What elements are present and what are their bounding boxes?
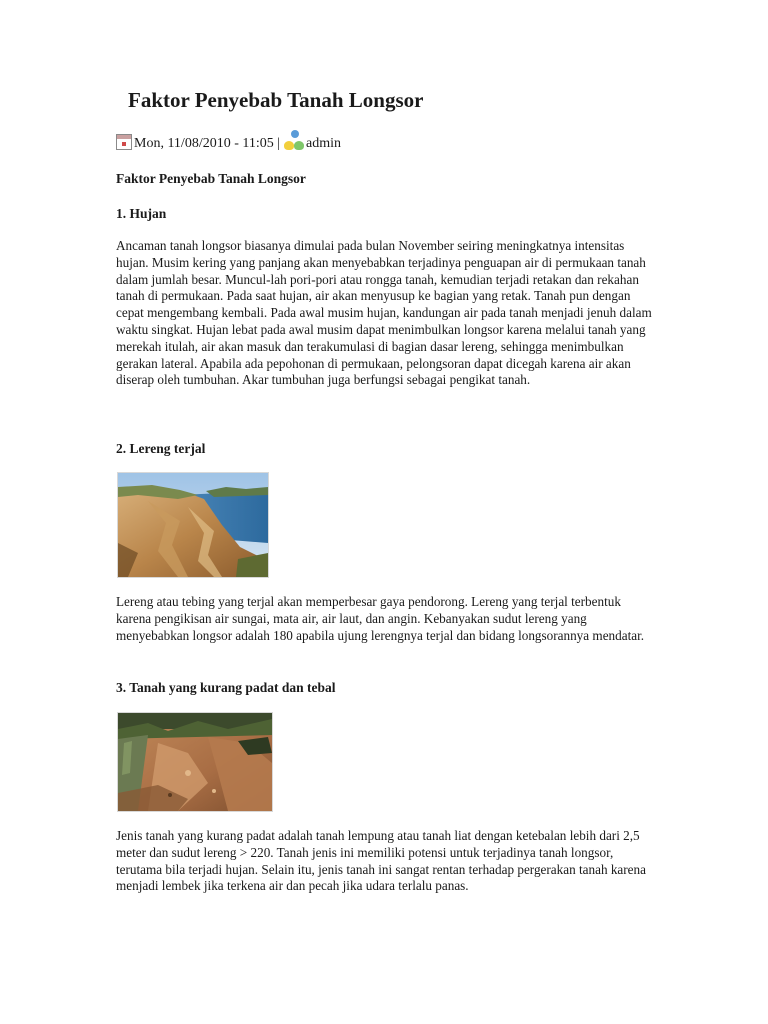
article-meta xyxy=(116,130,341,152)
section-3-heading: 3. Tanah yang kurang padat dan tebal xyxy=(116,680,336,695)
article-title: Faktor Penyebab Tanah Longsor xyxy=(128,88,424,112)
user-icon xyxy=(284,130,306,152)
section-2-paragraph: Lereng atau tebing yang terjal akan memperbesar gaya pendorong. Lereng yang terjal terbentuk karena pengikisan air sungai, mata air, air laut, dan angin. Kebanyakan sudut lereng yang menyebabkan longsor adalah 180 apabila ujung lerengnya terjal dan bidang longsorannya mendatar. xyxy=(116,594,645,643)
section-2-heading: 2. Lereng terjal xyxy=(116,441,206,456)
post-date: Mon, 11/08/2010 - 11:05 | xyxy=(134,136,281,151)
section-1-paragraph: Ancaman tanah longsor biasanya dimulai pada bulan November seiring meningkatnya intensitas hujan. Musim kering yang panjang akan menyebabkan terjadinya penguapan air di permukaan tanah dalam jumlah besar. Muncul-lah pori-pori atau rongga tanah, kemudian terjadi retakan dan rekahan tanah di permukaan. Pada saat hujan, air akan menyusup ke bagian yang retak. Tanah pun dengan cepat mengembang kembali. Pada awal musim hujan, kandungan air pada tanah menjadi jenuh dalam waktu singkat. Hujan lebat pada awal musim dapat menimbulkan longsor karena melalui tanah yang merekah itulah, air akan masuk dan terakumulasi di bagian dasar lereng, sehingga menimbulkan gerakan lateral. Apabila ada pepohonan di permukaan, pelongsoran dapat dicegah karena air akan diserap oleh tumbuhan. Akar tumbuhan juga berfungsi sebagai pengikat tanah. xyxy=(116,238,652,388)
section-1-heading: 1. Hujan xyxy=(116,206,167,221)
author-link[interactable]: admin xyxy=(306,136,342,151)
soil-slope-photo xyxy=(117,712,273,812)
calendar-icon xyxy=(116,134,132,150)
article-subtitle: Faktor Penyebab Tanah Longsor xyxy=(116,171,306,186)
section-3-paragraph: Jenis tanah yang kurang padat adalah tanah lempung atau tanah liat dengan ketebalan lebih dari 2,5 meter dan sudut lereng > 220. Tanah jenis ini memiliki potensi untuk terjadinya tanah longsor, terutama bila terjadi hujan. Selain itu, jenis tanah ini sangat rentan terhadap pergerakan tanah karena menjadi lembek jika terkena air dan pecah jika udara terlalu panas. xyxy=(116,828,646,894)
cliff-landslide-photo xyxy=(117,472,269,578)
